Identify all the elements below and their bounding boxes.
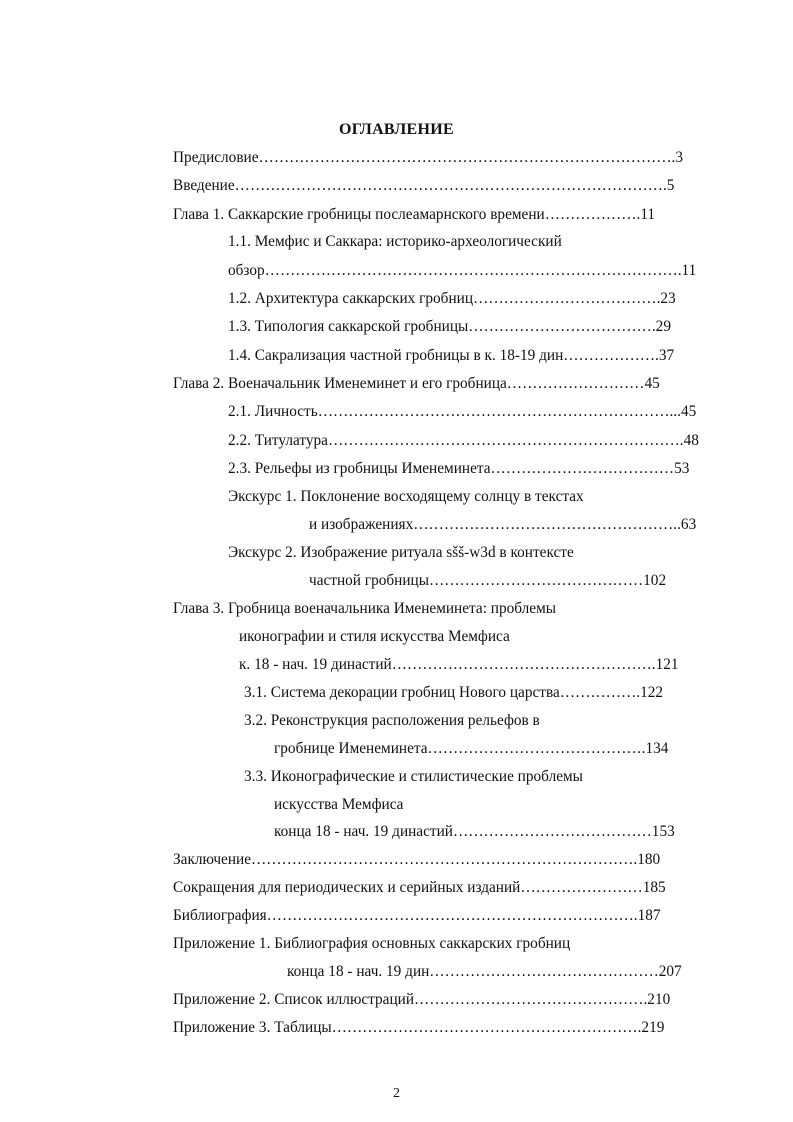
toc-entry-excursus-2: Экскурс 2. Изображение ритуала sšš-w3d в контексте [228, 544, 574, 561]
toc-entry-chapter-1: Глава 1. Саккарские гробницы послеамарнского времени……………….11 [173, 206, 656, 223]
page-number: 2 [393, 1086, 400, 1101]
toc-entry-appendix-3: Приложение 3. Таблицы…………………………………………………….219 [173, 1019, 665, 1036]
toc-entry-section-3-2-cont: гробнице Именеминета…………………………………….134 [274, 740, 669, 757]
toc-entry-excursus-1-cont: и изображениях……………………………………………..63 [309, 516, 697, 533]
toc-entry-excursus-2-cont: частной гробницы……………………………………102 [309, 572, 667, 589]
toc-entry-chapter-3-cont-1: иконографии и стиля искусства Мемфиса [239, 628, 510, 645]
toc-entry-bibliography: Библиография……………………………………………………………….187 [173, 907, 661, 924]
toc-title: ОГЛАВЛЕНИЕ [339, 121, 454, 138]
toc-entry-section-1-2: 1.2. Архитектура саккарских гробниц……………………………….23 [228, 290, 676, 307]
toc-entry-excursus-1: Экскурс 1. Поклонение восходящему солнцу в текстах [228, 488, 584, 505]
toc-entry-section-3-3-cont-2: конца 18 - нач. 19 династий…………………………………153 [274, 823, 675, 840]
toc-entry-appendix-1: Приложение 1. Библиография основных саккарских гробниц [173, 935, 571, 952]
toc-entry-introduction: Введение………………………………………………………………………….5 [173, 177, 675, 194]
toc-entry-conclusion: Заключение………………………………………………………………….180 [173, 851, 661, 868]
toc-entry-appendix-1-cont: конца 18 - нач. 19 дин………………………………………207 [287, 963, 682, 980]
toc-entry-section-3-3: 3.3. Иконографические и стилистические проблемы [244, 768, 583, 785]
toc-entry-appendix-2: Приложение 2. Список иллюстраций……………………………………….210 [173, 991, 671, 1008]
toc-entry-section-3-1: 3.1. Система декорации гробниц Нового царства…………….122 [244, 684, 664, 701]
toc-entry-section-1-4: 1.4. Сакрализация частной гробницы в к. 18-19 дин……………….37 [228, 347, 675, 364]
toc-entry-section-3-3-cont-1: искусства Мемфиса [274, 796, 404, 813]
toc-entry-chapter-3-cont-2: к. 18 - нач. 19 династий…………………………………………….121 [239, 656, 679, 673]
toc-entry-section-2-3: 2.3. Рельефы из гробницы Именеминета………………………………53 [228, 460, 690, 477]
toc-entry-chapter-2: Глава 2. Военачальник Именеминет и его гробница………………………45 [173, 375, 660, 392]
toc-entry-section-1-1-cont: обзор……………………………………………………………………….11 [228, 262, 697, 279]
toc-entry-section-2-2: 2.2. Титулатура…………………………………………………………….48 [228, 432, 699, 449]
toc-entry-chapter-3: Глава 3. Гробница военачальника Именеминета: проблемы [173, 600, 557, 617]
toc-entry-preface: Предисловие……………………………………………………………………….3 [173, 149, 684, 166]
toc-entry-section-2-1: 2.1. Личность……………………………………………………………...45 [228, 403, 697, 420]
toc-entry-section-1-1: 1.1. Мемфис и Саккара: историко-археологический [228, 233, 562, 250]
toc-entry-section-1-3: 1.3. Типология саккарской гробницы……………………………….29 [228, 318, 671, 335]
toc-entry-abbreviations: Сокращения для периодических и серийных изданий……………………185 [173, 879, 666, 896]
toc-entry-section-3-2: 3.2. Реконструкция расположения рельефов в [244, 712, 540, 729]
